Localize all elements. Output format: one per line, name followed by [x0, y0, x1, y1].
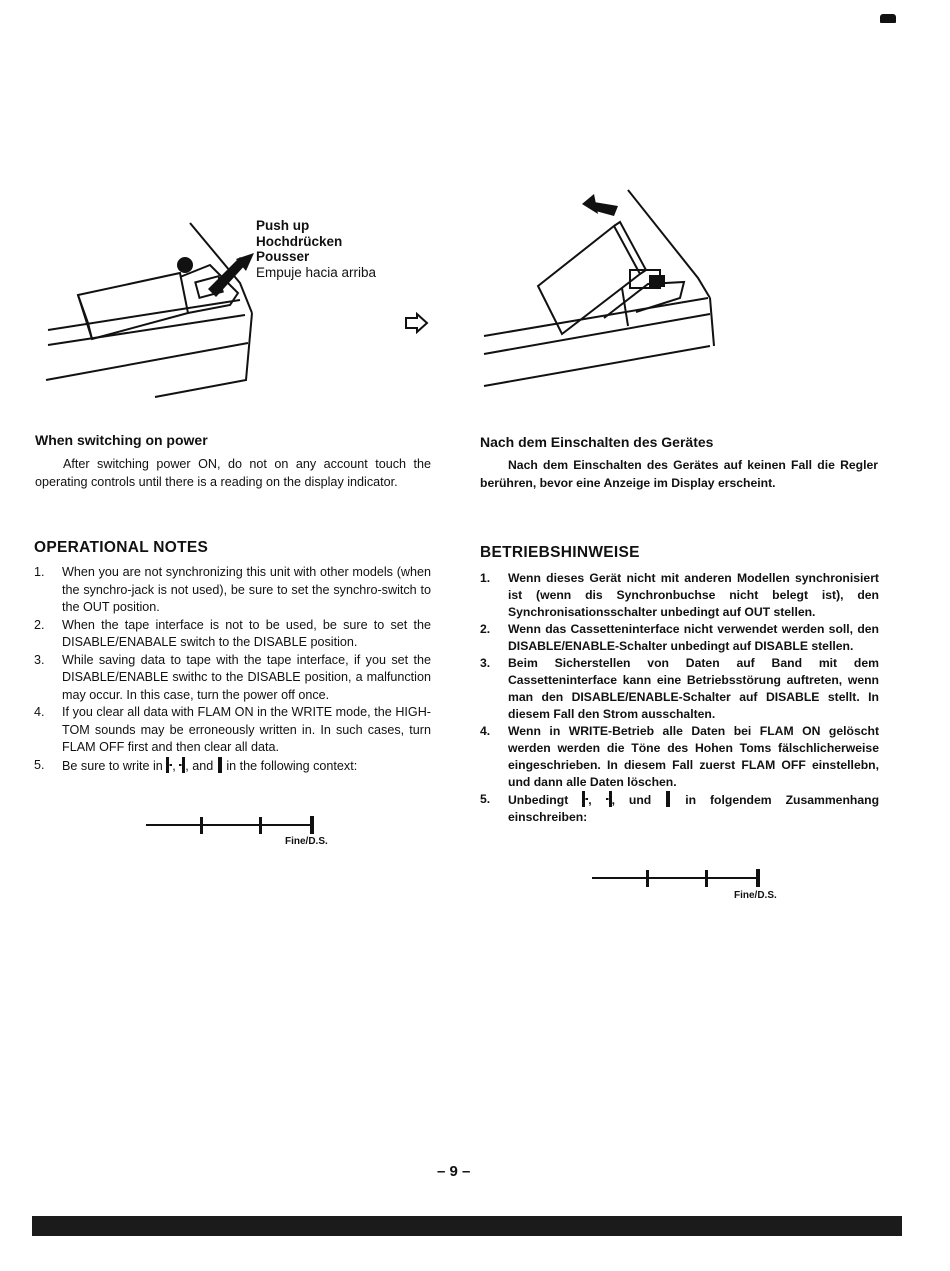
- cover-open-illustration: [478, 186, 718, 396]
- callout-hochdruecken: Hochdrücken: [256, 233, 343, 249]
- item-text: Wenn das Cassetteninterface nicht verwendet werden soll, den DISABLE/ENABLE-Schalter unbedingt auf DISABLE stellen.: [508, 622, 879, 653]
- item-text-prefix: Be sure to write in: [62, 758, 163, 773]
- list-item: [480, 655, 879, 723]
- item-number: 4.: [480, 724, 491, 738]
- item-and: , und: [611, 793, 652, 807]
- item-number: 5.: [34, 757, 45, 772]
- list-item: [480, 723, 879, 791]
- fine-ds-diagram-de: [592, 868, 767, 890]
- item-number: 3.: [34, 652, 45, 667]
- item-text: Wenn dieses Gerät nicht mit anderen Modellen synchronisiert ist (wenn dis Synchronbuchse nicht belegt ist), den Synchronisationsschalter unbedingt auf OUT stellen.: [508, 571, 879, 619]
- page-number: – 9 –: [437, 1163, 471, 1180]
- item-text-suffix: in folgendem Zusammenhang einschreiben:: [508, 793, 880, 824]
- bottom-scan-bar: [32, 1216, 902, 1236]
- callout-empuje: Empuje hacia arriba: [256, 264, 377, 280]
- item-number: 2.: [480, 622, 491, 636]
- item-number: 4.: [34, 705, 45, 719]
- item-text: While saving data to tape with the tape interface, if you set the DISABLE/ENABLE swithc to the DISABLE position, a malfunction may occur. In this case, turn the power off once.: [62, 652, 431, 702]
- list-item: [34, 652, 431, 705]
- item-number: 1.: [480, 571, 491, 585]
- push-up-callout: [256, 218, 376, 280]
- power-paragraph: After switching power ON, do not on any account touch the operating controls until there is a reading on the display indicator.: [35, 457, 431, 489]
- einschalten-heading: Nach dem Einschalten des Gerätes: [480, 434, 714, 450]
- callout-pousser: Pousser: [256, 249, 310, 264]
- list-item: [34, 564, 431, 617]
- item-text: When you are not synchronizing this unit with other models (when the synchro-jack is not used), be sure to set the synchro-switch to the OUT position.: [62, 565, 431, 614]
- callout-push-up: Push up: [256, 218, 310, 233]
- end-bar-mark-icon: [665, 791, 671, 807]
- list-item: [480, 570, 879, 621]
- item-text: Beim Sicherstellen von Daten auf Band mit dem Cassetteninterface kann eine Betriebsstörung auftreten, wenn man den DISABLE/ENABLE-Schalter auf DISABLE stellt. In diesem Fall den Strom ausschalten.: [508, 656, 879, 721]
- right-arrow-icon: [404, 312, 430, 334]
- fine-ds-label: Fine/D.S.: [285, 836, 328, 847]
- fine-ds-label-de: Fine/D.S.: [734, 890, 777, 901]
- list-item: [34, 617, 431, 652]
- item-text: When the tape interface is not to be used, be sure to set the DISABLE/ENABALE switch to the DISABLE position.: [62, 617, 431, 649]
- item-number: 2.: [34, 617, 45, 632]
- item-comma: ,: [172, 758, 176, 773]
- betriebshinweise-list: [480, 570, 879, 826]
- betriebshinweise-title: BETRIEBSHINWEISE: [480, 544, 640, 561]
- operational-notes-list: [34, 564, 431, 775]
- item-number: 3.: [480, 656, 491, 670]
- item-text-prefix: Unbedingt: [508, 793, 569, 807]
- item-number: 5.: [480, 792, 491, 806]
- power-heading: When switching on power: [35, 432, 208, 448]
- list-item: [34, 757, 431, 776]
- fine-ds-diagram: [146, 815, 321, 837]
- item-text: Wenn in WRITE-Betrieb alle Daten bei FLAM ON gelöscht werden werden die Töne des Hohen Toms fälschlicherweise eingeschrieben. In diesem Fall zuerst FLAM OFF einstellebn, und dann alle Daten löschen.: [508, 724, 879, 789]
- item-text: If you clear all data with FLAM ON in the WRITE mode, the HIGH-TOM sounds may be erroneously written in. In such cases, turn FLAM OFF first and then clear all data.: [62, 705, 431, 754]
- item-text-suffix: in the following context:: [226, 758, 358, 773]
- end-bar-mark-icon: [217, 757, 223, 773]
- item-comma: ,: [588, 793, 592, 807]
- list-item: [34, 704, 431, 757]
- list-item: [480, 791, 879, 826]
- switch-push-up-illustration: [40, 205, 270, 405]
- operational-notes-title: OPERATIONAL NOTES: [34, 539, 209, 556]
- einschalten-paragraph: Nach dem Einschalten des Gerätes auf keinen Fall die Regler berühren, bevor eine Anzeige im Display erscheint.: [480, 458, 878, 490]
- corner-mark: [880, 14, 896, 23]
- item-number: 1.: [34, 565, 45, 579]
- list-item: [480, 621, 879, 655]
- item-and: , and: [185, 758, 214, 773]
